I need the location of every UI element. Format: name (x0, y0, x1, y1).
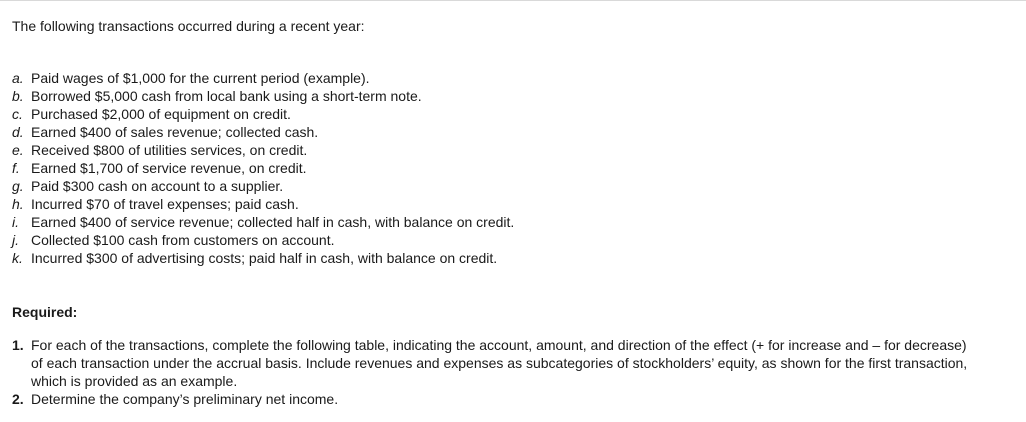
transaction-text: Earned $400 of sales revenue; collected cash. (31, 124, 319, 140)
transaction-item (12, 159, 514, 177)
transaction-text: Collected $100 cash from customers on account. (31, 232, 335, 248)
transaction-item (12, 141, 514, 159)
transaction-text: Borrowed $5,000 cash from local bank using a short-term note. (31, 88, 422, 104)
transaction-letter: g. (12, 178, 24, 194)
transaction-text: Paid wages of $1,000 for the current period (example). (31, 70, 370, 86)
transaction-item (12, 87, 514, 105)
transaction-item (12, 195, 514, 213)
transaction-item (12, 231, 514, 249)
transaction-list (12, 69, 514, 267)
transaction-text: Purchased $2,000 of equipment on credit. (31, 106, 291, 122)
intro-text: The following transactions occurred during a recent year: (12, 18, 365, 34)
transaction-letter: b. (12, 88, 24, 104)
transaction-text: Earned $1,700 of service revenue, on credit. (31, 160, 307, 176)
transaction-item (12, 105, 514, 123)
transaction-text: Paid $300 cash on account to a supplier. (31, 178, 284, 194)
transaction-letter: d. (12, 124, 24, 140)
transaction-item (12, 177, 514, 195)
transaction-item (12, 213, 514, 231)
transaction-item (12, 69, 514, 87)
requirement-number: 1. (12, 337, 24, 353)
transaction-letter: i. (12, 214, 19, 230)
transaction-letter: e. (12, 142, 24, 158)
transaction-letter: j. (12, 232, 19, 248)
transaction-letter: c. (12, 106, 23, 122)
requirement-item (12, 336, 972, 390)
transaction-item (12, 123, 514, 141)
transaction-letter: f. (12, 160, 20, 176)
transaction-letter: h. (12, 196, 24, 212)
transaction-text: Received $800 of utilities services, on credit. (31, 142, 308, 158)
transaction-text: Earned $400 of service revenue; collected half in cash, with balance on credit. (31, 214, 515, 230)
transaction-letter: a. (12, 70, 24, 86)
transaction-item (12, 249, 514, 267)
transaction-letter: k. (12, 250, 23, 266)
requirement-text: Determine the company’s preliminary net income. (31, 391, 339, 407)
requirement-item (12, 390, 972, 408)
requirement-list (12, 336, 972, 408)
required-heading: Required: (12, 304, 78, 320)
requirement-text: For each of the transactions, complete the following table, indicating the account, amount, and direction of the effect (+ for increase and – for decrease) of each transaction under the accrual basis. Include revenues and expenses as subcategories of stockholders’ equity, as shown for the first transaction, which is provided as an example. (31, 337, 968, 389)
requirement-number: 2. (12, 391, 24, 407)
transaction-text: Incurred $300 of advertising costs; paid half in cash, with balance on credit. (31, 250, 498, 266)
transaction-text: Incurred $70 of travel expenses; paid cash. (31, 196, 299, 212)
